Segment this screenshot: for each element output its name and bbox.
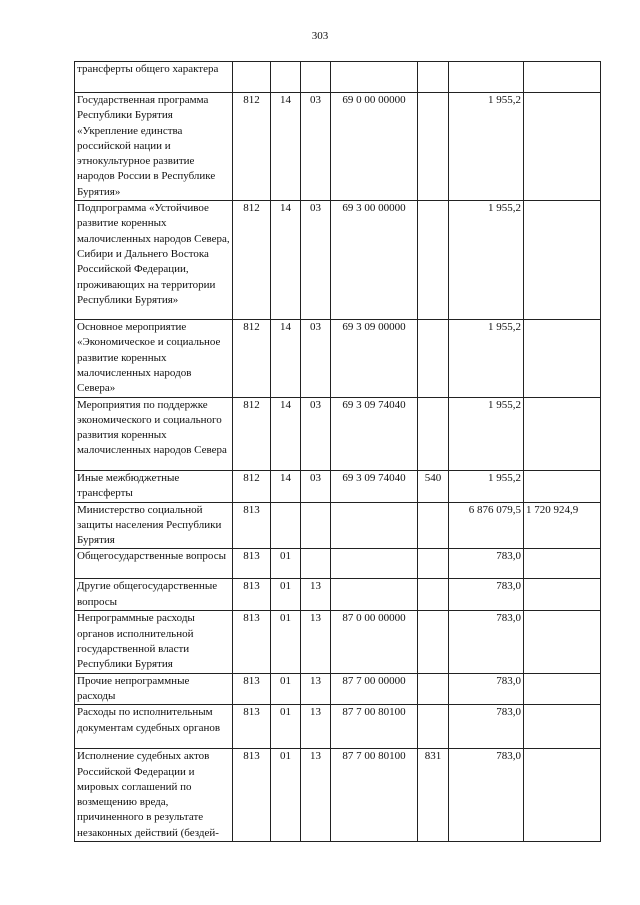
cell-name: Иные межбюджетные трансферты — [75, 470, 233, 502]
cell-sum: 1 955,2 — [449, 201, 524, 320]
cell-sum — [449, 62, 524, 93]
table-row — [75, 611, 601, 673]
cell-subsection: 03 — [301, 470, 331, 502]
cell-sum-2 — [524, 470, 601, 502]
cell-expense-type — [418, 705, 449, 749]
page-number: 303 — [311, 30, 329, 42]
cell-sum-2 — [524, 705, 601, 749]
cell-admin-code: 812 — [233, 201, 271, 320]
cell-name: Государственная программа Республики Бурятия «Укрепление единства российской нации и этнокультурное развитие народов России в Республике Бурятия» — [75, 93, 233, 201]
cell-target-article: 69 3 09 74040 — [331, 470, 418, 502]
cell-name: Непрограммные расходы органов исполнительной государственной власти Республики Бурятия — [75, 611, 233, 673]
cell-admin-code: 813 — [233, 749, 271, 842]
cell-section: 14 — [271, 320, 301, 397]
cell-admin-code: 813 — [233, 611, 271, 673]
cell-target-article: 69 3 09 74040 — [331, 397, 418, 470]
table-row — [75, 705, 601, 749]
cell-name: Прочие непрограммные расходы — [75, 673, 233, 705]
cell-target-article: 87 0 00 00000 — [331, 611, 418, 673]
cell-section: 14 — [271, 201, 301, 320]
cell-section — [271, 502, 301, 549]
cell-expense-type: 540 — [418, 470, 449, 502]
cell-admin-code: 813 — [233, 673, 271, 705]
cell-sum-2 — [524, 201, 601, 320]
cell-admin-code: 813 — [233, 549, 271, 579]
cell-expense-type — [418, 673, 449, 705]
cell-section: 14 — [271, 93, 301, 201]
cell-admin-code: 813 — [233, 705, 271, 749]
cell-sum: 783,0 — [449, 705, 524, 749]
table-row — [75, 201, 601, 320]
cell-target-article — [331, 502, 418, 549]
cell-name: Исполнение судебных актов Российской Федерации и мировых соглашений по возмещению вреда, причиненного в результате незаконных действий (бездей- — [75, 749, 233, 842]
cell-sum-2 — [524, 749, 601, 842]
cell-admin-code: 812 — [233, 93, 271, 201]
cell-subsection — [301, 549, 331, 579]
cell-target-article: 69 3 00 00000 — [331, 201, 418, 320]
cell-target-article: 69 3 09 00000 — [331, 320, 418, 397]
cell-section: 01 — [271, 673, 301, 705]
cell-name: Другие общегосударственные вопросы — [75, 579, 233, 611]
cell-expense-type — [418, 579, 449, 611]
cell-admin-code — [233, 62, 271, 93]
cell-target-article — [331, 62, 418, 93]
cell-section: 01 — [271, 749, 301, 842]
cell-expense-type — [418, 62, 449, 93]
budget-table — [74, 61, 601, 842]
cell-sum-2: 1 720 924,9 — [524, 502, 601, 549]
cell-subsection — [301, 502, 331, 549]
cell-expense-type — [418, 201, 449, 320]
cell-sum-2 — [524, 673, 601, 705]
table-row — [75, 749, 601, 842]
table-row — [75, 93, 601, 201]
cell-expense-type — [418, 320, 449, 397]
cell-sum-2 — [524, 93, 601, 201]
cell-name: Основное мероприятие «Экономическое и социальное развитие коренных малочисленных народов Севера» — [75, 320, 233, 397]
table-row — [75, 549, 601, 579]
cell-subsection: 03 — [301, 397, 331, 470]
cell-subsection: 03 — [301, 320, 331, 397]
cell-admin-code: 812 — [233, 470, 271, 502]
cell-subsection: 13 — [301, 673, 331, 705]
cell-target-article: 87 7 00 80100 — [331, 705, 418, 749]
cell-subsection: 03 — [301, 93, 331, 201]
cell-admin-code: 812 — [233, 320, 271, 397]
cell-section: 14 — [271, 397, 301, 470]
cell-admin-code: 813 — [233, 502, 271, 549]
cell-sum: 783,0 — [449, 579, 524, 611]
cell-admin-code: 812 — [233, 397, 271, 470]
cell-name: Расходы по исполнительным документам судебных органов — [75, 705, 233, 749]
table-row — [75, 320, 601, 397]
cell-subsection: 13 — [301, 749, 331, 842]
cell-target-article: 87 7 00 80100 — [331, 749, 418, 842]
cell-admin-code: 813 — [233, 579, 271, 611]
cell-expense-type — [418, 502, 449, 549]
cell-section: 01 — [271, 611, 301, 673]
cell-sum: 1 955,2 — [449, 93, 524, 201]
cell-sum: 783,0 — [449, 549, 524, 579]
cell-name: Министерство социальной защиты населения Республики Бурятия — [75, 502, 233, 549]
cell-sum: 1 955,2 — [449, 470, 524, 502]
cell-name: трансферты общего характера — [75, 62, 233, 93]
cell-subsection: 13 — [301, 611, 331, 673]
cell-target-article: 69 0 00 00000 — [331, 93, 418, 201]
cell-sum: 6 876 079,5 — [449, 502, 524, 549]
cell-section — [271, 62, 301, 93]
cell-sum-2 — [524, 611, 601, 673]
cell-name: Подпрограмма «Устойчивое развитие коренных малочисленных народов Севера, Сибири и Дальнего Востока Российской Федерации, проживающих на территории Республики Бурятия» — [75, 201, 233, 320]
cell-sum: 1 955,2 — [449, 397, 524, 470]
cell-sum-2 — [524, 579, 601, 611]
table-row — [75, 502, 601, 549]
cell-sum-2 — [524, 549, 601, 579]
table-row — [75, 397, 601, 470]
cell-subsection — [301, 62, 331, 93]
cell-sum: 1 955,2 — [449, 320, 524, 397]
cell-section: 14 — [271, 470, 301, 502]
cell-subsection: 13 — [301, 705, 331, 749]
cell-sum-2 — [524, 397, 601, 470]
cell-expense-type — [418, 93, 449, 201]
cell-sum: 783,0 — [449, 611, 524, 673]
cell-sum-2 — [524, 320, 601, 397]
cell-target-article — [331, 549, 418, 579]
cell-sum: 783,0 — [449, 749, 524, 842]
cell-name: Мероприятия по поддержке экономического и социального развития коренных малочисленных народов Севера — [75, 397, 233, 470]
cell-target-article: 87 7 00 00000 — [331, 673, 418, 705]
cell-section: 01 — [271, 579, 301, 611]
cell-expense-type — [418, 397, 449, 470]
cell-sum: 783,0 — [449, 673, 524, 705]
cell-target-article — [331, 579, 418, 611]
table-row — [75, 579, 601, 611]
table-row — [75, 470, 601, 502]
cell-expense-type — [418, 549, 449, 579]
cell-subsection: 13 — [301, 579, 331, 611]
cell-expense-type — [418, 611, 449, 673]
cell-sum-2 — [524, 62, 601, 93]
table-row — [75, 62, 601, 93]
cell-subsection: 03 — [301, 201, 331, 320]
cell-section: 01 — [271, 705, 301, 749]
cell-name: Общегосударственные вопросы — [75, 549, 233, 579]
cell-section: 01 — [271, 549, 301, 579]
table-row — [75, 673, 601, 705]
cell-expense-type: 831 — [418, 749, 449, 842]
